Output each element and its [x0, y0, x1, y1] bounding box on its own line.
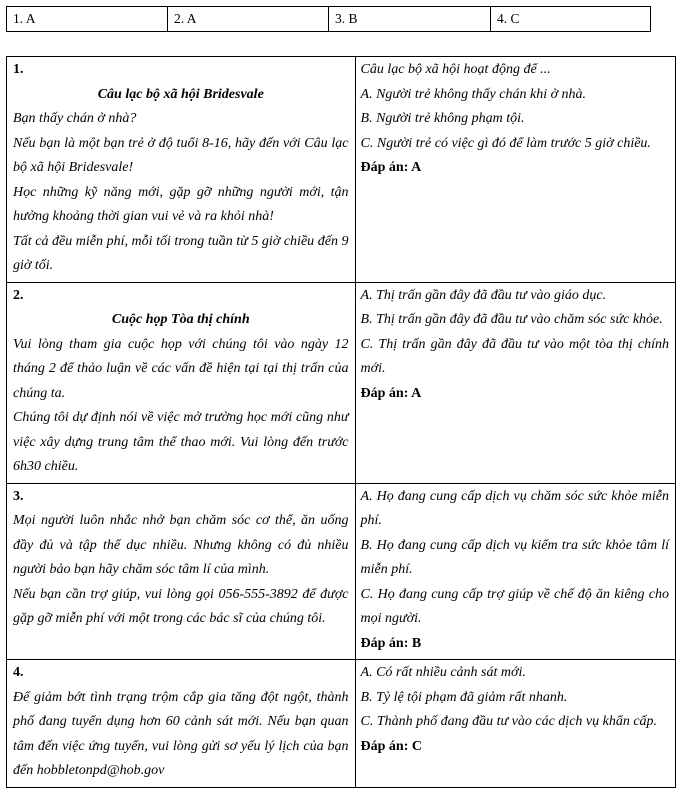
- option-c: C. Thị trấn gần đây đã đầu tư vào một tòa thị chính mới.: [360, 336, 669, 376]
- question-number: 3.: [13, 488, 24, 504]
- answer-label: Đáp án: B: [360, 635, 422, 651]
- option-b: B. Họ đang cung cấp dịch vụ kiểm tra sức khỏe tâm lí miễn phí.: [360, 537, 669, 577]
- option-b: B. Tỷ lệ tội phạm đã giảm rất nhanh.: [360, 689, 568, 705]
- passage-paragraph: Học những kỹ năng mới, gặp gỡ những người mới, tận hưởng khoảng thời gian vui vẻ và ra khỏi nhà!: [13, 184, 349, 224]
- option-a: A. Thị trấn gần đây đã đầu tư vào giáo dục.: [360, 287, 607, 303]
- answer-label: Đáp án: C: [360, 738, 422, 754]
- option-a: A. Người trẻ không thấy chán khi ở nhà.: [360, 86, 587, 102]
- question-row-1: [7, 57, 676, 283]
- question-1-options: [355, 57, 675, 283]
- questions-table: [6, 56, 676, 788]
- question-3-passage: [7, 483, 356, 660]
- answer-key-row: [7, 7, 651, 32]
- option-b: B. Người trẻ không phạm tội.: [360, 111, 525, 126]
- question-number: 4.: [13, 665, 24, 680]
- passage-title: Câu lạc bộ xã hội Bridesvale: [97, 86, 264, 102]
- option-c: C. Người trẻ có việc gì đó để làm trước 5 giờ chiều.: [360, 135, 651, 151]
- question-row-4: [7, 660, 676, 788]
- question-number: 2.: [13, 287, 24, 303]
- passage-paragraph: Vui lòng tham gia cuộc họp với chúng tôi vào ngày 12 tháng 2 để thảo luận về các vấn đề hiện tại tại thị trấn của chúng ta.: [13, 336, 349, 401]
- passage-paragraph: Bạn thấy chán ở nhà?: [13, 111, 137, 126]
- answer-key-table: [6, 6, 651, 32]
- option-a: A. Có rất nhiều cảnh sát mới.: [360, 665, 526, 680]
- question-row-3: [7, 483, 676, 660]
- question-number: 1.: [13, 62, 24, 77]
- passage-title: Cuộc họp Tòa thị chính: [111, 312, 250, 327]
- answer-label: Đáp án: A: [360, 160, 422, 175]
- option-a: A. Họ đang cung cấp dịch vụ chăm sóc sức khỏe miễn phí.: [360, 488, 669, 528]
- passage-paragraph: Để giảm bớt tình trạng trộm cắp gia tăng đột ngột, thành phố đang tuyển dụng hơn 60 cảnh sát mới. Nếu bạn quan tâm đến việc ứng tuyển, vui lòng gửi sơ yếu lý lịch của bạn đến hobbletonpd@hob.gov: [13, 689, 349, 778]
- passage-paragraph: Mọi người luôn nhắc nhở bạn chăm sóc cơ thể, ăn uống đầy đủ và tập thể dục nhiều. Nhưng không có đủ nhiều người bảo bạn hãy chăm sóc tâm lí của mình.: [13, 513, 349, 577]
- option-c: C. Họ đang cung cấp trợ giúp về chế độ ăn kiêng cho mọi người.: [360, 586, 669, 626]
- question-3-options: [355, 483, 675, 660]
- passage-paragraph: Tất cả đều miễn phí, mỗi tối trong tuần từ 5 giờ chiều đến 9 giờ tối.: [13, 233, 349, 273]
- option-b: B. Thị trấn gần đây đã đầu tư vào chăm sóc sức khỏe.: [360, 312, 663, 327]
- answer-key-cell-1: 1. A: [7, 7, 168, 32]
- answer-key-cell-3: 3. B: [329, 7, 491, 32]
- passage-paragraph: Nếu bạn là một bạn trẻ ở độ tuổi 8-16, hãy đến với Câu lạc bộ xã hội Bridesvale!: [13, 135, 349, 175]
- passage-paragraph: Chúng tôi dự định nói về việc mở trường học mới cũng như việc xây dựng trung tâm thể thao mới. Vui lòng đến trước 6h30 chiều.: [13, 410, 349, 474]
- option-c: C. Thành phố đang đầu tư vào các dịch vụ khẩn cấp.: [360, 714, 658, 729]
- answer-label: Đáp án: A: [360, 385, 422, 401]
- question-4-options: [355, 660, 675, 788]
- answer-key-cell-2: 2. A: [168, 7, 329, 32]
- passage-paragraph: Nếu bạn cần trợ giúp, vui lòng gọi 056-555-3892 để được gặp gỡ miễn phí với một trong các bác sĩ của chúng tôi.: [13, 586, 349, 626]
- question-2-passage: [7, 282, 356, 483]
- question-2-options: [355, 282, 675, 483]
- answer-key-cell-4: 4. C: [491, 7, 651, 32]
- question-prompt: Câu lạc bộ xã hội hoạt động để ...: [360, 62, 551, 77]
- question-4-passage: [7, 660, 356, 788]
- question-row-2: [7, 282, 676, 483]
- question-1-passage: [7, 57, 356, 283]
